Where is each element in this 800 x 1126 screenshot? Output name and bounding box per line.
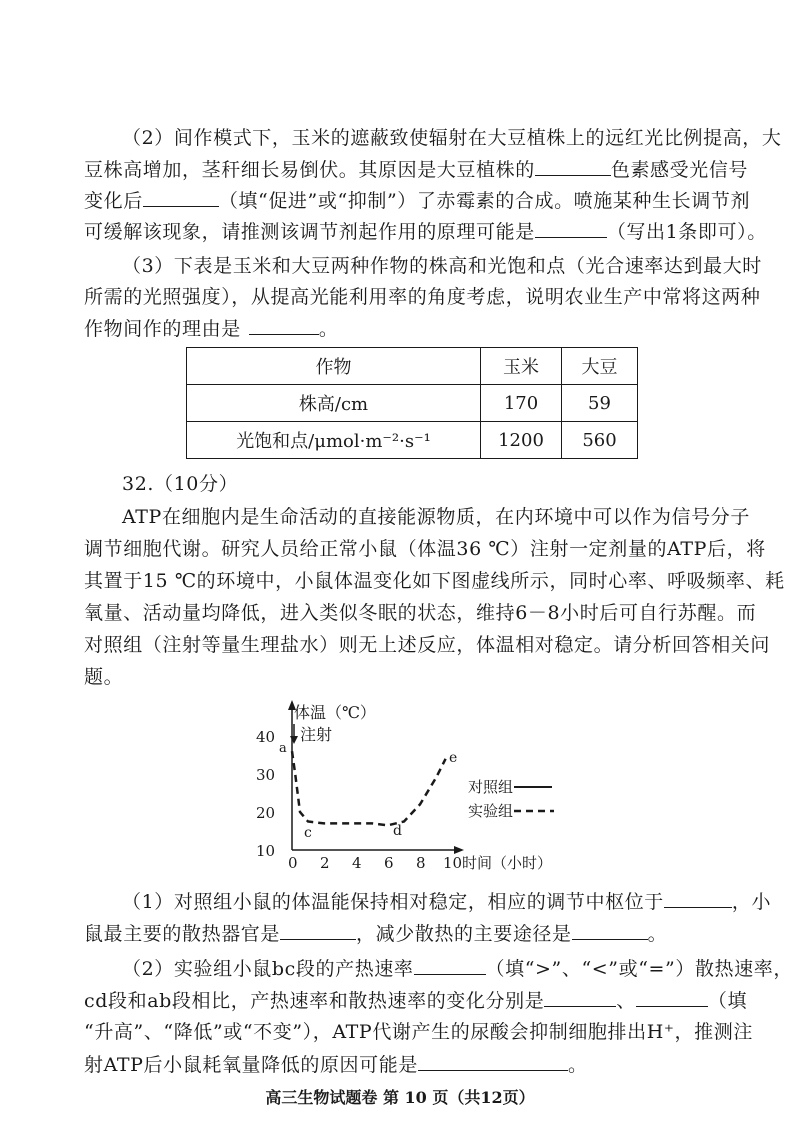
text: 豆株高增加，茎秆细长易倒伏。其原因是大豆植株的 <box>84 159 535 181</box>
x-tick-label: 2 <box>320 854 330 872</box>
text: 鼠最主要的散热器官是 <box>84 923 281 945</box>
q32-2-line3 <box>84 1020 753 1044</box>
x-tick-label: 10 <box>443 854 463 872</box>
q32-1-line2 <box>84 921 667 946</box>
table-cell: 株高/cm <box>187 385 481 422</box>
text: （2）实验组小鼠bc段的产热速率 <box>122 958 414 980</box>
table-header-cell: 大豆 <box>562 348 638 385</box>
point-label-e: e <box>449 750 458 766</box>
q32-p6 <box>84 665 123 689</box>
text: 作物间作的理由是 <box>84 318 241 340</box>
table-row <box>187 385 638 422</box>
answer-blank[interactable] <box>664 889 732 908</box>
y-tick-label: 10 <box>256 842 276 860</box>
q32-p3 <box>84 569 785 593</box>
text: 射ATP后小鼠耗氧量降低的原因可能是 <box>84 1054 418 1076</box>
table-cell: 560 <box>562 422 638 459</box>
text: ATP在细胞内是生命活动的直接能源物质，在内环境中可以作为信号分子 <box>122 506 750 528</box>
y-tick-label: 20 <box>256 804 276 822</box>
table-header-cell: 作物 <box>187 348 481 385</box>
q32-1-line1 <box>122 889 771 914</box>
text: （2）间作模式下，玉米的遮蔽致使辐射在大豆植株上的远红光比例提高，大 <box>122 127 782 149</box>
q32-p1 <box>122 505 750 529</box>
text: 色素感受光信号 <box>610 159 749 181</box>
answer-blank[interactable] <box>544 988 616 1007</box>
answer-blank[interactable] <box>572 921 648 940</box>
table-cell: 170 <box>481 385 562 422</box>
answer-blank[interactable] <box>418 1052 568 1071</box>
x-tick-label: 0 <box>288 854 298 872</box>
injection-arrowhead <box>290 736 298 744</box>
table-cell: 59 <box>562 385 638 422</box>
answer-blank[interactable] <box>280 921 356 940</box>
table-header-row <box>187 348 638 385</box>
text: （1）对照组小鼠的体温能保持相对稳定，相应的调节中枢位于 <box>122 891 664 913</box>
table-row <box>187 422 638 459</box>
page-footer: 高三生物试题卷 第 10 页（共12页） <box>265 1088 535 1107</box>
q32-title <box>122 472 238 496</box>
q32-2-line2 <box>84 988 747 1013</box>
text: （3）下表是玉米和大豆两种作物的株高和光饱和点（光合速率达到最大时 <box>122 255 762 277</box>
x-tick-label: 6 <box>384 854 394 872</box>
q32-2-line1 <box>122 956 793 981</box>
text: 。 <box>567 1054 588 1076</box>
table-cell: 光饱和点/μmol·m⁻²·s⁻¹ <box>187 422 481 459</box>
crop-table <box>186 347 638 459</box>
chart-svg <box>250 700 580 880</box>
text: 其置于15 ℃的环境中，小鼠体温变化如下图虚线所示，同时心率、呼吸频率、耗 <box>84 570 785 592</box>
text: 题。 <box>84 666 124 688</box>
answer-blank[interactable] <box>414 956 486 975</box>
answer-blank[interactable] <box>535 219 607 238</box>
x-axis-arrow <box>454 846 464 854</box>
answer-blank[interactable] <box>535 157 611 176</box>
text: ，小 <box>731 891 772 913</box>
text: 调节细胞代谢。研究人员给正常小鼠（体温36 ℃）注射一定剂量的ATP后，将 <box>84 538 766 560</box>
text: “升高”、“降低”或“不变”），ATP代谢产生的尿酸会抑制细胞排出H⁺，推测注 <box>84 1021 753 1043</box>
q31-2-line2 <box>84 157 748 182</box>
legend-experimental-label: 实验组 <box>468 802 514 820</box>
q31-2-line1 <box>122 126 782 150</box>
y-tick-label: 30 <box>256 766 276 784</box>
temperature-chart <box>250 700 580 880</box>
table-header-cell: 玉米 <box>481 348 562 385</box>
text: （写出1条即可）。 <box>606 221 767 243</box>
q31-3-line2 <box>84 285 761 309</box>
q31-2-line3 <box>84 188 750 213</box>
q32-p5 <box>84 633 770 657</box>
x-tick-label: 4 <box>352 854 362 872</box>
q31-3-line1 <box>122 254 762 278</box>
y-axis-label: 体温（℃） <box>294 703 376 722</box>
text: 变化后 <box>84 190 143 212</box>
text: 对照组（注射等量生理盐水）则无上述反应，体温相对稳定。请分析回答相关问 <box>84 634 771 656</box>
text: （填“促进”或“抑制”）了赤霉素的合成。喷施某种生长调节剂 <box>218 190 751 212</box>
injection-label: 注射 <box>300 725 333 744</box>
legend-control-label: 对照组 <box>468 778 514 796</box>
text: 所需的光照强度），从提高光能利用率的角度考虑，说明农业生产中常将这两种 <box>84 286 761 308</box>
text: cd段和ab段相比，产热速率和散热速率的变化分别是 <box>84 990 545 1012</box>
text: （填“>”、“<”或“=”）散热速率， <box>485 958 793 980</box>
text: ，减少散热的主要途径是 <box>356 923 572 945</box>
answer-blank[interactable] <box>249 316 319 335</box>
q31-2-line4 <box>84 219 767 244</box>
q32-2-line4 <box>84 1052 588 1077</box>
y-tick-label: 40 <box>256 728 276 746</box>
question-number: 32.（10分） <box>122 473 239 495</box>
point-label-a: a <box>279 741 287 756</box>
text: 氧量、活动量均降低，进入类似冬眠的状态，维持6－8小时后可自行苏醒。而 <box>84 602 757 624</box>
text: 、 <box>616 990 636 1012</box>
q32-p2 <box>84 537 766 561</box>
answer-blank[interactable] <box>636 988 708 1007</box>
text: 。 <box>318 318 339 340</box>
table-cell: 1200 <box>481 422 562 459</box>
point-label-d: d <box>393 823 402 839</box>
q31-3-line3 <box>84 316 338 341</box>
q32-p4 <box>84 601 756 625</box>
text: 。 <box>647 923 668 945</box>
text: （填 <box>707 990 748 1012</box>
text: 可缓解该现象，请推测该调节剂起作用的原理可能是 <box>84 221 535 243</box>
point-label-c: c <box>304 825 312 841</box>
answer-blank[interactable] <box>143 188 219 207</box>
x-tick-label: 8 <box>416 854 426 872</box>
x-axis-label: 时间（小时） <box>462 854 553 872</box>
experimental-series-line <box>292 751 446 825</box>
